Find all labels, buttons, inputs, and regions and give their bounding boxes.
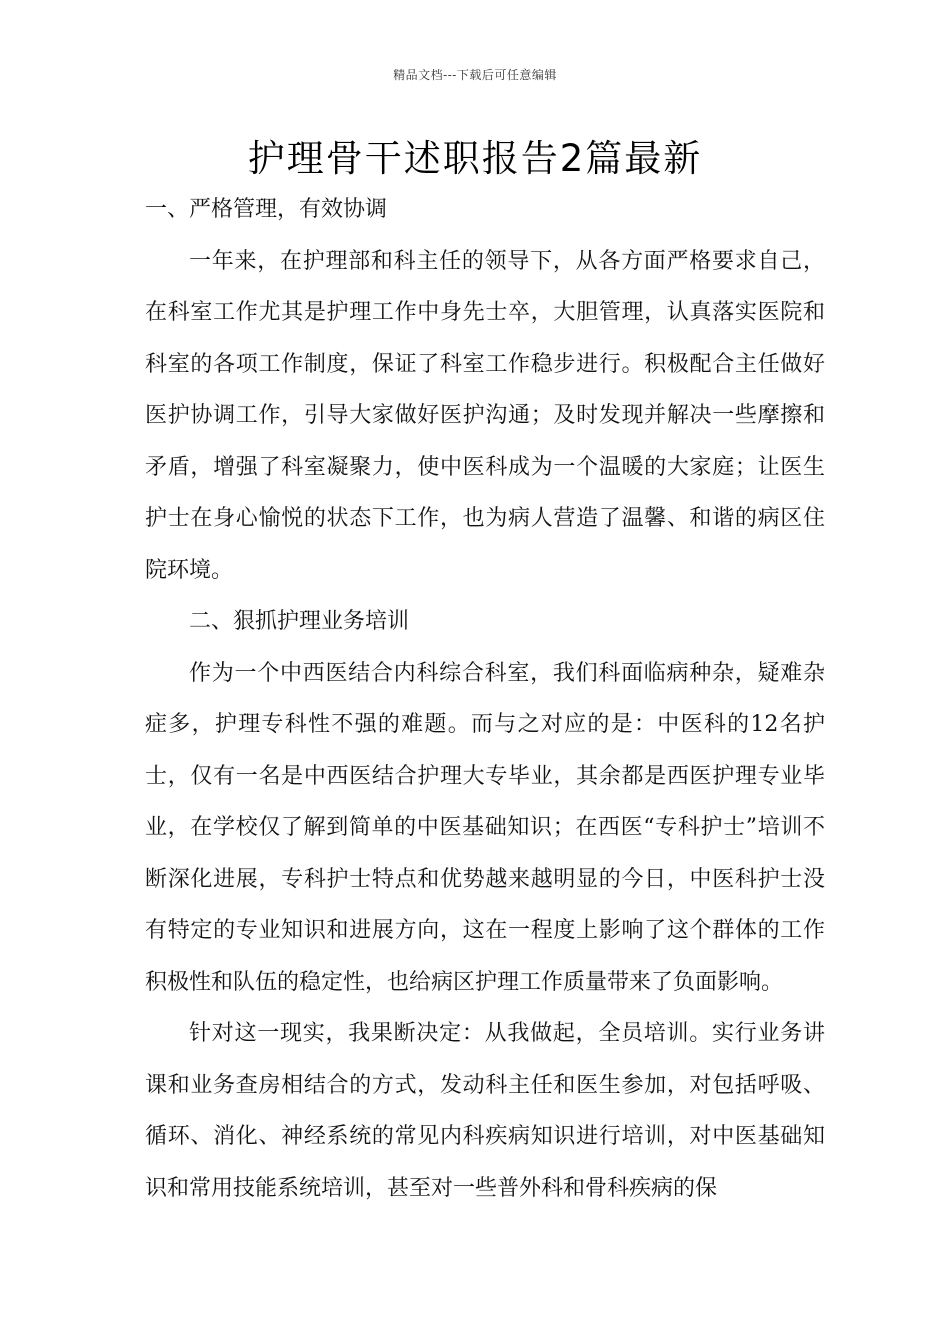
- body-paragraph-3: 针对这一现实，我果断决定：从我做起，全员培训。实行业务讲课和业务查房相结合的方式，发动科主任和医生参加，对包括呼吸、循环、消化、神经系统的常见内科疾病知识进行培训，对中医基础知识和常用技能系统培训，甚至对一些普外科和骨科疾病的保: [145, 1021, 825, 1201]
- document-body: [145, 184, 825, 1214]
- section-heading-2: 二、狠抓护理业务培训: [189, 609, 410, 634]
- body-paragraph-2: 作为一个中西医结合内科综合科室，我们科面临病种杂，疑难杂症多，护理专科性不强的难题。而与之对应的是：中医科的12名护士，仅有一名是中西医结合护理大专毕业，其余都是西医护理专业毕业，在学校仅了解到简单的中医基础知识；在西医“专科护士”培训不断深化进展，专科护士特点和优势越来越明显的今日，中医科护士没有特定的专业知识和进展方向，这在一程度上影响了这个群体的工作积极性和队伍的稳定性，也给病区护理工作质量带来了负面影响。: [145, 660, 825, 995]
- body-paragraph-1: 一年来，在护理部和科主任的领导下，从各方面严格要求自己，在科室工作尤其是护理工作中身先士卒，大胆管理，认真落实医院和科室的各项工作制度，保证了科室工作稳步进行。积极配合主任做好医护协调工作，引导大家做好医护沟通；及时发现并解决一些摩擦和矛盾，增强了科室凝聚力，使中医科成为一个温暖的大家庭；让医生护士在身心愉悦的状态下工作，也为病人营造了温馨、和谐的病区住院环境。: [145, 248, 825, 583]
- document-title: 护理骨干述职报告2篇最新: [247, 137, 703, 180]
- section-heading-1: 一、严格管理，有效协调: [145, 197, 388, 222]
- header-note: 精品文档---下载后可任意编辑: [393, 68, 557, 82]
